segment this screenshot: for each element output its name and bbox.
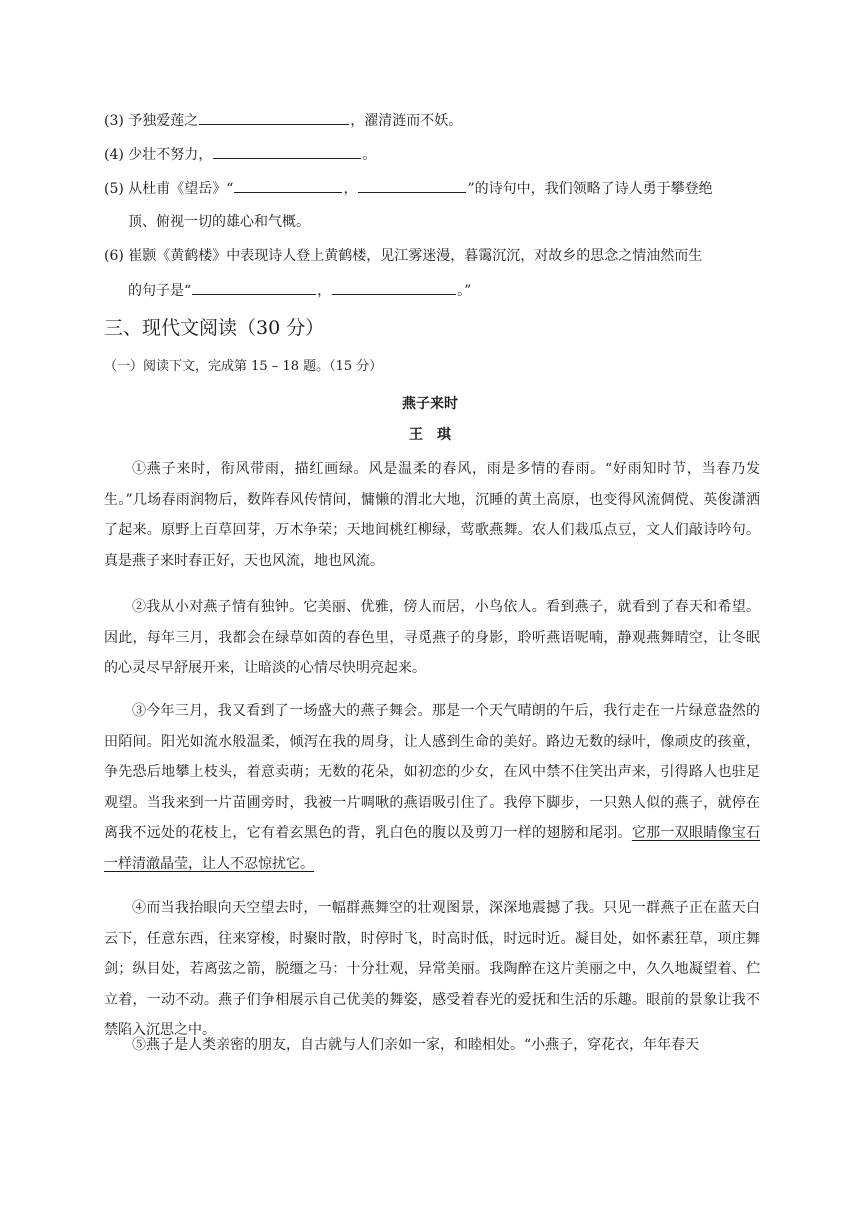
question-number: (6) [104, 248, 124, 264]
reading-instruction: （一）阅读下文，完成第 15 – 18 题。（15 分） [104, 359, 383, 374]
question-number: (5) [104, 181, 124, 197]
question-text: 顶、俯视一切的雄心和气概。 [128, 214, 310, 230]
question-5 [104, 178, 764, 199]
answer-blank[interactable] [332, 280, 456, 295]
paragraph-3 [104, 696, 760, 880]
question-text: 的句子是“ [128, 283, 192, 299]
paragraph-3-text: ③今年三月，我又看到了一场盛大的燕子舞会。那是一个天气晴朗的午后，我行走在一片绿意盎然的田陌间。阳光如流水般温柔，倾泻在我的周身，让人感到生命的美好。路边无数的绿叶，像顽皮的孩童，争先恐后地攀上枝头，着意卖萌；无数的花朵，如初恋的少女，在风中禁不住笑出声来，引得路人也驻足观望。当我来到一片苗圃旁时，我被一片啁啾的燕语吸引住了。我停下脚步，一只熟人似的燕子，就停在离我不远处的花枝上，它有着玄黑色的背，乳白色的腹以及剪刀一样的翅膀和尾羽。 [104, 703, 760, 842]
article-title: 燕子来时 [402, 396, 458, 412]
question-number: (3) [104, 113, 124, 129]
paragraph-1: ①燕子来时，衔风带雨，描红画绿。风是温柔的春风，雨是多情的春雨。“好雨知时节，当春乃发生。”几场春雨润物后，数阵春风传情间，慵懒的渭北大地，沉睡的黄土高原，也变得风流倜傥、英俊潇洒了起来。原野上百草回芽，万木争荣；天地间桃红柳绿，莺歌燕舞。农人们栽瓜点豆，文人们敲诗吟句。真是燕子来时春正好，天也风流，地也风流。 [104, 461, 760, 569]
article-author: 王琪 [409, 427, 465, 443]
answer-blank[interactable] [199, 110, 349, 125]
question-text: ， [317, 283, 332, 299]
answer-blank[interactable] [234, 178, 342, 193]
question-5-continued [128, 212, 788, 232]
question-4 [104, 144, 764, 165]
question-6 [104, 246, 764, 266]
answer-blank[interactable] [358, 178, 466, 193]
question-number: (4) [104, 147, 124, 163]
question-text: 从杜甫《望岳》“ [128, 181, 234, 197]
question-text: 崔颢《黄鹤楼》中表现诗人登上黄鹤楼，见江雾迷漫，暮霭沉沉，对故乡的思念之情油然而生 [128, 248, 703, 264]
answer-blank[interactable] [213, 144, 361, 159]
question-text: 少壮不努力， [128, 147, 213, 163]
question-text: 。” [457, 283, 472, 299]
paragraph-4: ④而当我抬眼向天空望去时，一幅群燕舞空的壮观图景，深深地震撼了我。只见一群燕子正在蓝天白云下，任意东西，往来穿梭，时聚时散，时停时飞，时高时低，时远时近。凝目处，如怀素狂草，项庄舞剑；纵目处，若离弦之箭，脱缰之马：十分壮观，异常美丽。我陶醉在这片美丽之中，久久地凝望着、伫立着，一动不动。燕子们争相展示自己优美的舞姿，感受着春光的爱抚和生活的乐趣。眼前的景象让我不禁陷入沉思之中。 [104, 900, 760, 1039]
answer-blank[interactable] [192, 280, 316, 295]
question-text: ”的诗句中，我们领略了诗人勇于攀登绝 [467, 181, 713, 197]
question-3 [104, 110, 764, 131]
question-6-continued [128, 280, 788, 301]
paragraph-5: ⑤燕子是人类亲密的朋友，自古就与人们亲如一家，和睦相处。“小燕子，穿花衣，年年春天 [132, 1037, 700, 1053]
question-text: 。 [362, 147, 377, 163]
question-text: ，濯清涟而不妖。 [350, 113, 463, 129]
question-text: 予独爱莲之 [128, 113, 199, 129]
section-heading: 三、现代文阅读（30 分） [104, 317, 325, 339]
underlined-sentence: 它那一双眼睛像宝石一样清澈晶莹，让人不忍惊扰它。 [104, 825, 761, 872]
question-text: ， [343, 181, 358, 197]
paragraph-2: ②我从小对燕子情有独钟。它美丽、优雅，傍人而居，小鸟依人。看到燕子，就看到了春天和希望。因此，每年三月，我都会在绿草如茵的春色里，寻觅燕子的身影，聆听燕语呢喃，静观燕舞晴空，让冬眠的心灵尽早舒展开来，让暗淡的心情尽快明亮起来。 [104, 599, 760, 677]
